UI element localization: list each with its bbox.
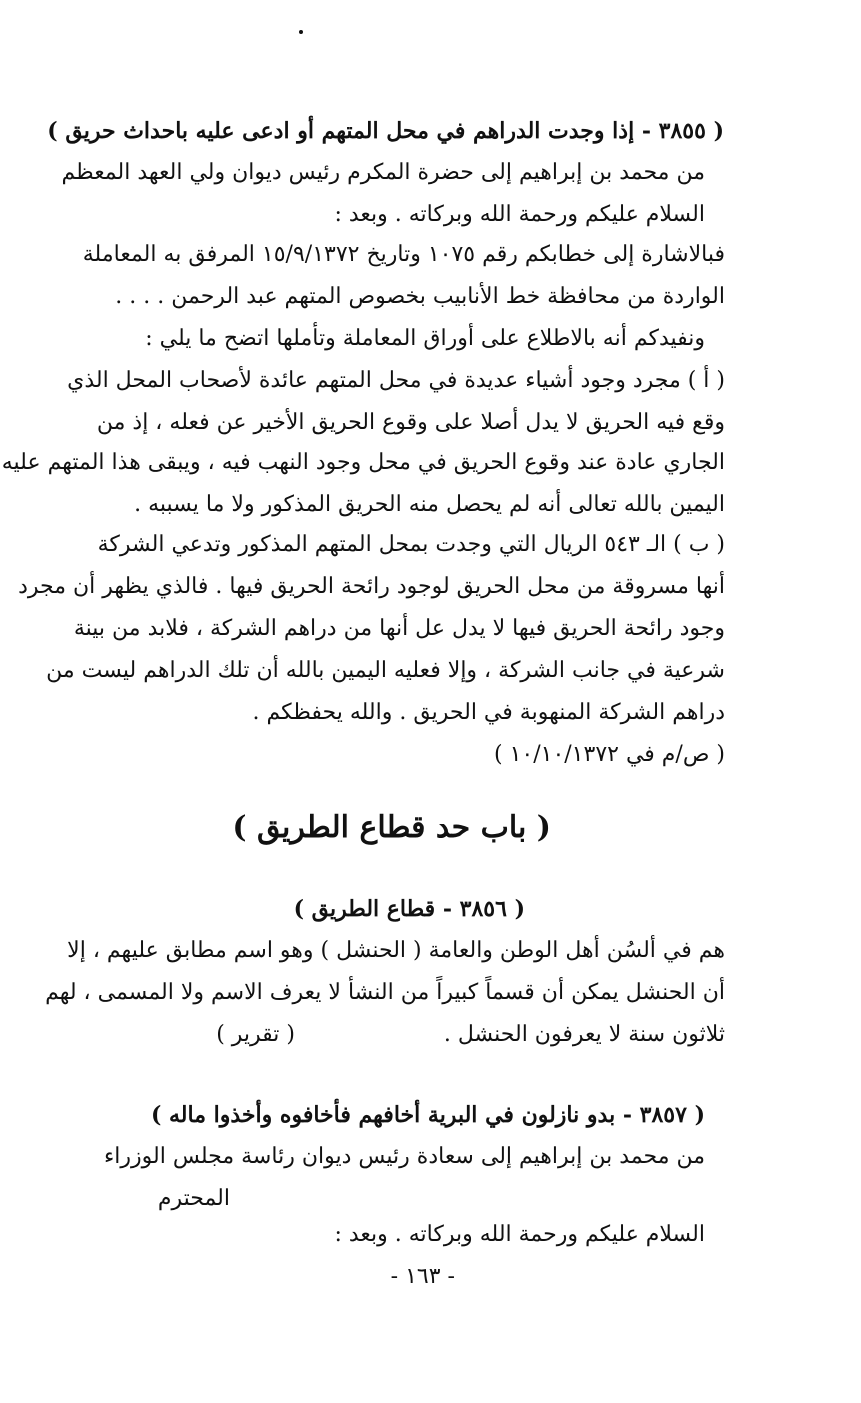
reference-note: ( تقرير ) — [216, 1022, 295, 1047]
page-number: - ١٦٣ - — [390, 1264, 455, 1289]
text-line: من محمد بن إبراهيم إلى حضرة المكرم رئيس ديوان ولي العهد المعظم — [61, 160, 705, 185]
text-line: وجود رائحة الحريق فيها لا يدل عل أنها من دراهم الشركة ، فلابد من بينة — [73, 616, 725, 641]
text-line: من محمد بن إبراهيم إلى سعادة رئيس ديوان رئاسة مجلس الوزراء — [103, 1144, 705, 1169]
text-line: أنها مسروقة من محل الحريق لوجود رائحة الحريق فيها . فالذي يظهر أن مجرد — [18, 574, 725, 599]
text-line: اليمين بالله تعالى أنه لم يحصل منه الحريق المذكور ولا ما يسببه . — [134, 492, 725, 517]
page-mark — [299, 30, 303, 34]
text-line: الجاري عادة عند وقوع الحريق في محل وجود النهب فيه ، ويبقى هذا المتهم عليه — [1, 450, 725, 475]
section-heading-3856: ( ٣٨٥٦ - قطاع الطريق ) — [293, 896, 525, 922]
text-line: دراهم الشركة المنهوبة في الحريق . والله يحفظكم . — [252, 700, 725, 725]
text-line: شرعية في جانب الشركة ، وإلا فعليه اليمين بالله أن تلك الدراهم ليست من — [46, 658, 725, 683]
text-line: ( أ ) مجرد وجود أشياء عديدة في محل المتهم عائدة لأصحاب المحل الذي — [67, 368, 725, 393]
text-line: فبالاشارة إلى خطابكم رقم ١٠٧٥ وتاريخ ١٥/٩/١٣٧٢ المرفق به المعاملة — [82, 242, 725, 267]
text-line: ( ب ) الـ ٥٤٣ الريال التي وجدت بمحل المتهم المذكور وتدعي الشركة — [97, 532, 725, 557]
text-line: المحترم — [157, 1186, 230, 1211]
text-line: السلام عليكم ورحمة الله وبركاته . وبعد : — [334, 1222, 705, 1247]
section-heading-3857: ( ٣٨٥٧ - بدو نازلون في البرية أخافهم فأخافوه وأخذوا ماله ) — [150, 1102, 705, 1128]
text-line: أن الحنشل يمكن أن قسماً كبيراً من النشأ لا يعرف الاسم ولا المسمى ، لهم — [45, 980, 725, 1005]
chapter-title: ( باب حد قطاع الطريق ) — [232, 810, 551, 845]
text-line: الواردة من محافظة خط الأنابيب بخصوص المتهم عبد الرحمن . . . . — [115, 284, 725, 309]
reference-note: ( ص/م في ١٠/١٠/١٣٧٢ ) — [494, 742, 725, 767]
text-line: ثلاثون سنة لا يعرفون الحنشل . — [443, 1022, 725, 1047]
section-heading-3855: ( ٣٨٥٥ - إذا وجدت الدراهم في محل المتهم أو ادعى عليه باحداث حريق ) — [47, 118, 724, 144]
text-line: السلام عليكم ورحمة الله وبركاته . وبعد : — [334, 202, 705, 227]
text-line: ونفيدكم أنه بالاطلاع على أوراق المعاملة وتأملها اتضح ما يلي : — [145, 326, 705, 351]
text-line: وقع فيه الحريق لا يدل أصلا على وقوع الحريق الأخير عن فعله ، إذ من — [96, 410, 725, 435]
text-line: هم في ألسُن أهل الوطن والعامة ( الحنشل ) وهو اسم مطابق عليهم ، إلا — [67, 938, 725, 963]
